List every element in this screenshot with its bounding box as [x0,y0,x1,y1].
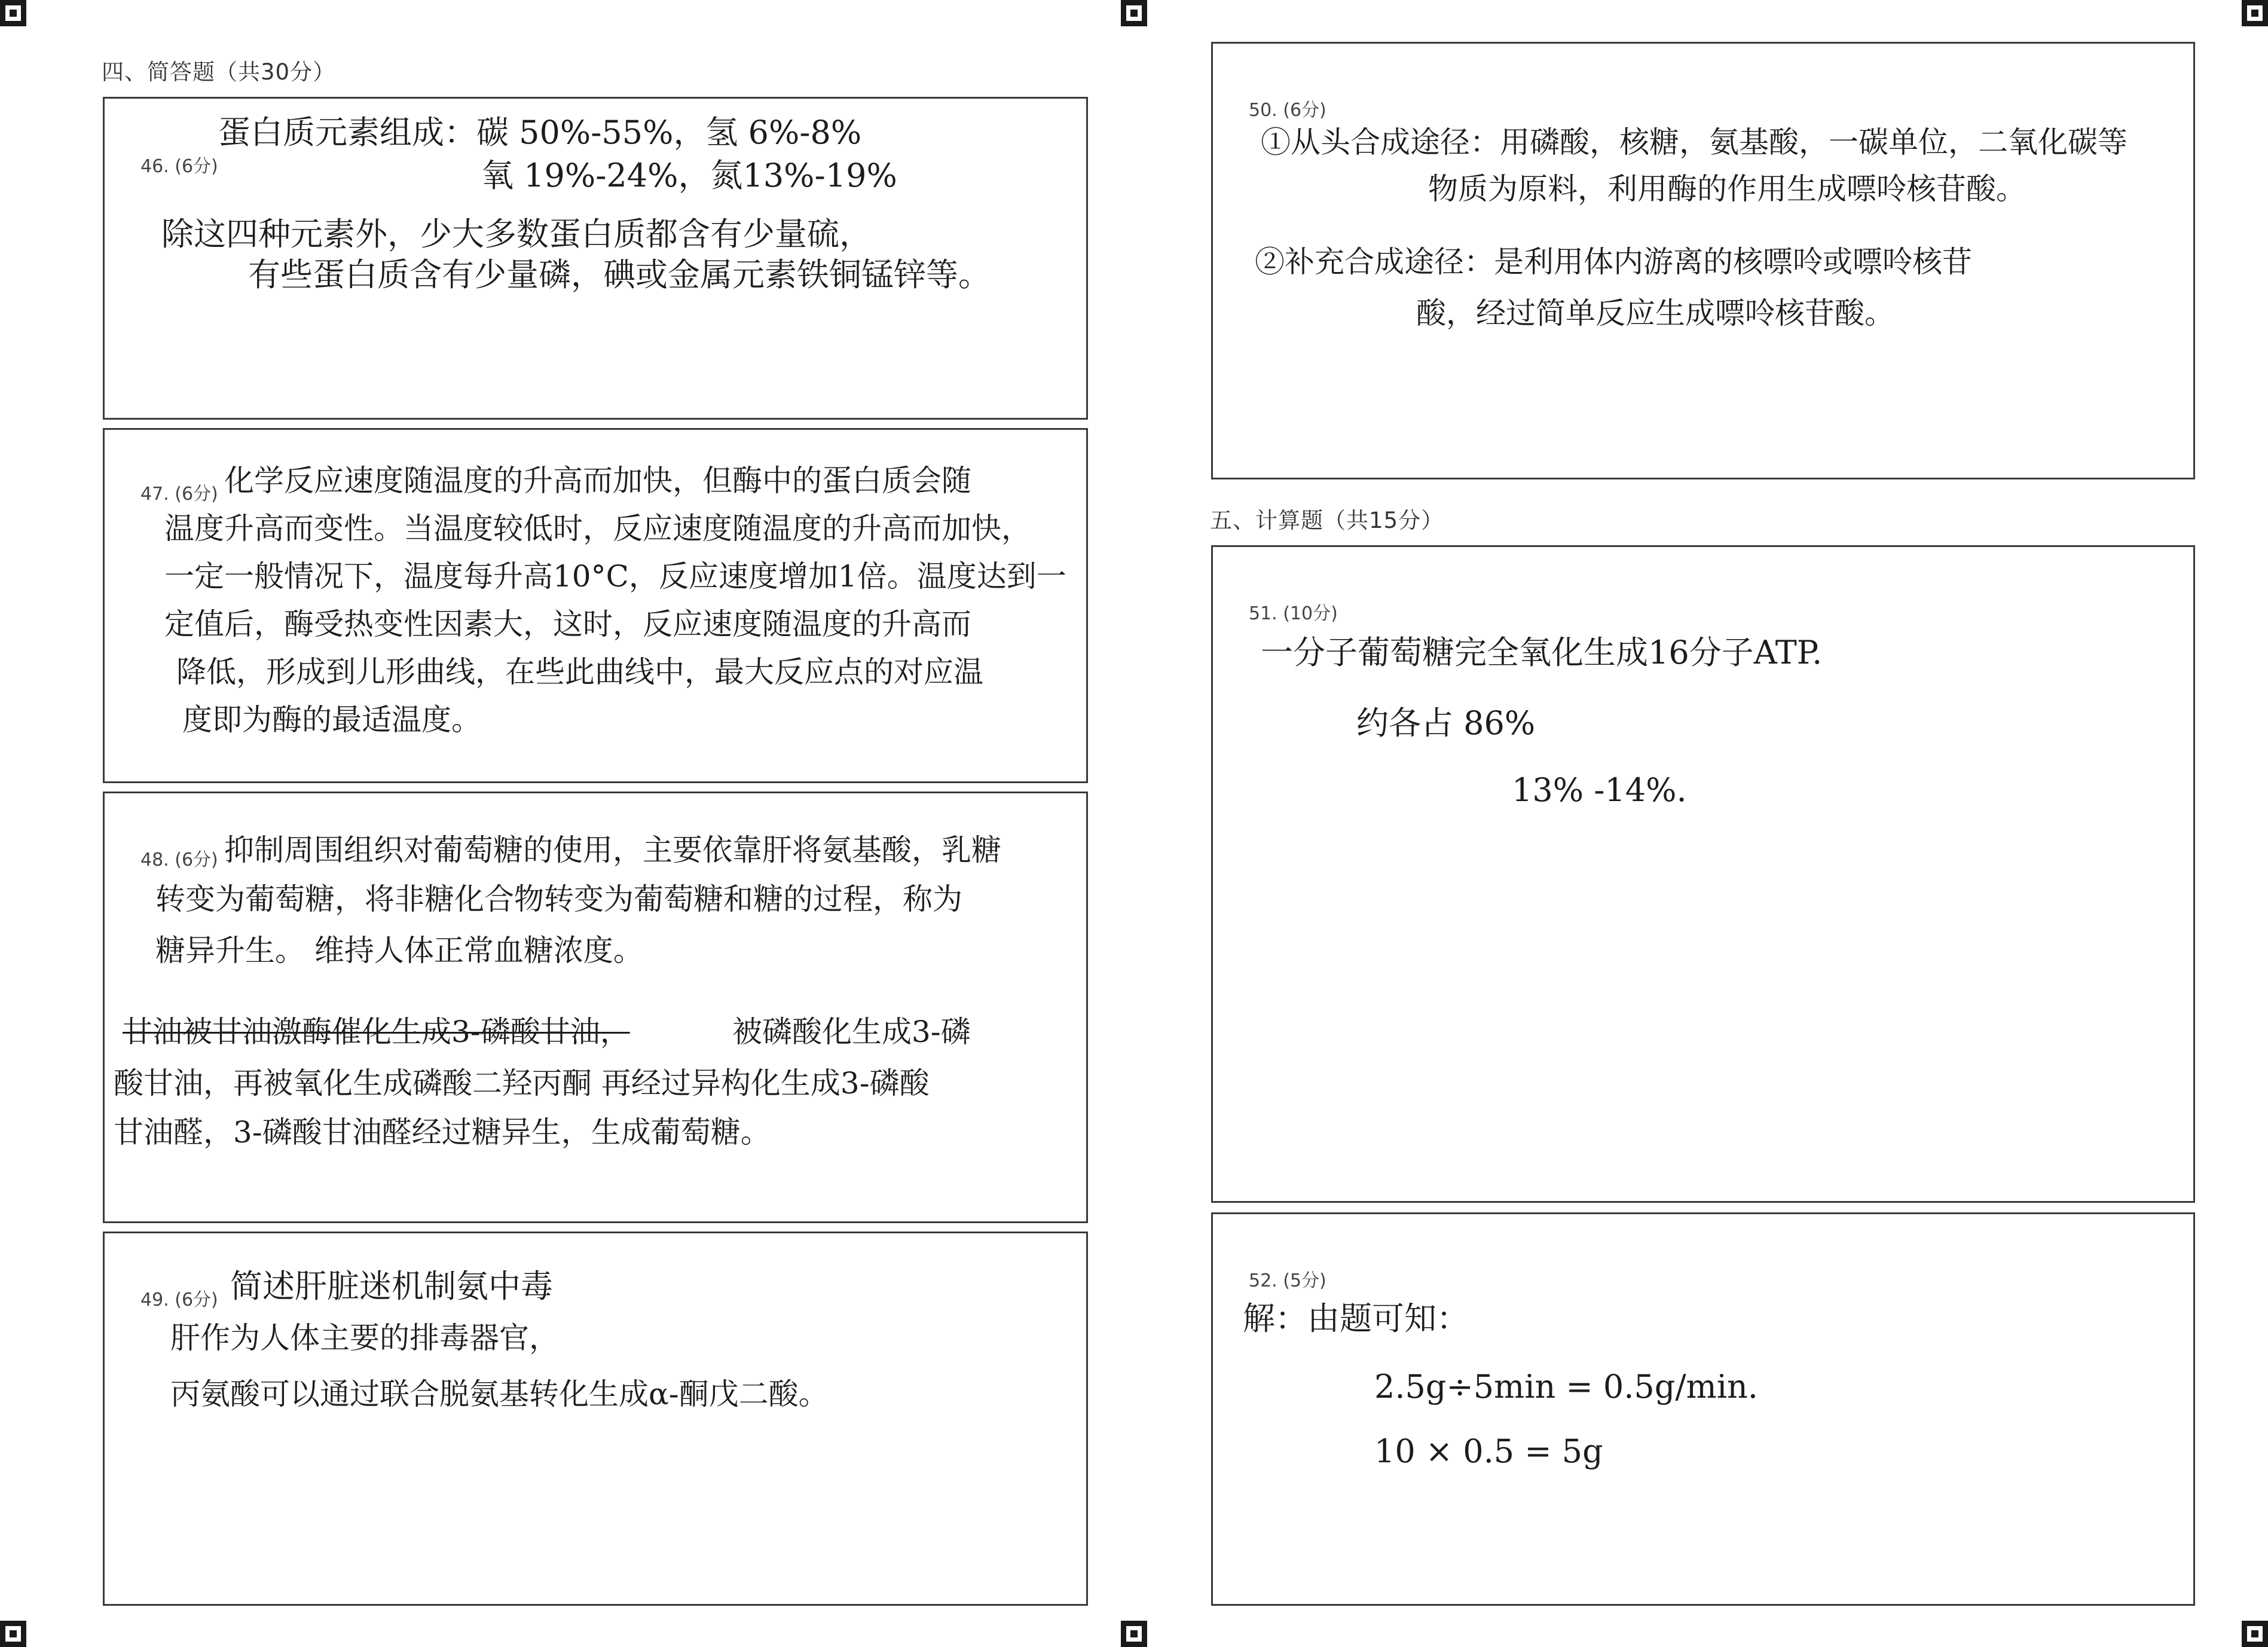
answer-box-52 [1211,1212,2195,1606]
answer-box-49 [103,1232,1088,1606]
question-label-49: 49. (6分) [140,1290,218,1310]
struck-out-text: 甘油被甘油激酶催化生成3-磷酸甘油， [123,1015,630,1049]
question-label-52: 52. (5分) [1249,1270,1326,1291]
question-label-51: 51. (10分) [1249,603,1338,624]
question-label-46: 46. (6分) [140,156,218,177]
answer-line: 定值后，酶受热变性因素大，这时，反应速度随温度的升高而 [164,607,971,641]
answer-line: 度即为酶的最适温度。 [182,702,481,737]
registration-marker-top-right [2242,0,2268,26]
answer-line: 温度升高而变性。当温度较低时，反应速度随温度的升高而加快， [164,511,1031,546]
answer-box-48 [103,792,1088,1223]
answer-line: 10 × 0.5 = 5g [1374,1432,1603,1470]
answer-box-47 [103,428,1088,783]
answer-line: 有些蛋白质含有少量磷，碘或金属元素铁铜锰锌等。 [248,256,991,294]
answer-line: 降低，形成到儿形曲线，在些此曲线中，最大反应点的对应温 [176,655,983,689]
answer-line: 简述肝脏迷机制氨中毒 [230,1267,553,1305]
answer-line: 化学反应速度随温度的升高而加快，但酶中的蛋白质会随 [224,463,971,498]
answer-box-50 [1211,42,2195,479]
answer-box-51 [1211,545,2195,1203]
answer-line: 一定一般情况下，温度每升高10°C，反应速度增加1倍。温度达到一 [164,559,1066,594]
registration-marker-top-left [0,0,26,26]
answer-line: 蛋白质元素组成：碳 50%-55%，氢 6%-8% [218,114,862,151]
registration-marker-bottom-left [0,1621,26,1647]
registration-marker-top-center [1121,0,1147,26]
answer-line: 除这四种元素外，少大多数蛋白质都含有少量硫， [161,215,872,253]
answer-line: 解：由题可知： [1243,1300,1469,1337]
answer-line: 被磷酸化生成3-磷 [732,1015,971,1049]
answer-line: 糖异升生。 维持人体正常血糖浓度。 [155,933,643,968]
answer-line: 2.5g÷5min = 0.5g/min. [1374,1368,1758,1405]
answer-line: 甘油醛，3-磷酸甘油醛经过糖异生，生成葡萄糖。 [114,1115,771,1150]
answer-line: 13% -14%. [1512,771,1687,809]
question-label-48: 48. (6分) [140,850,218,870]
answer-line: 一分子葡萄糖完全氧化生成16分子ATP. [1261,634,1823,671]
registration-marker-bottom-center [1121,1621,1147,1647]
answer-line: ①从头合成途径：用磷酸，核糖，氨基酸，一碳单位，二氧化碳等 [1261,125,2128,160]
answer-line: 转变为葡萄糖，将非糖化合物转变为葡萄糖和糖的过程，称为 [155,882,962,916]
answer-line: 抑制周围组织对葡萄糖的使用，主要依靠肝将氨基酸，乳糖 [224,833,1001,867]
answer-line: 丙氨酸可以通过联合脱氨基转化生成α-酮戊二酸。 [170,1377,829,1411]
answer-line: ②补充合成途径：是利用体内游离的核嘌呤或嘌呤核苷 [1255,245,1972,279]
answer-line: 酸甘油，再被氧化生成磷酸二羟丙酮 再经过异构化生成3-磷酸 [114,1066,930,1101]
question-label-50: 50. (6分) [1249,100,1326,121]
section-five-title: 五、计算题（共15分） [1210,508,1444,533]
answer-line: 物质为原料，利用酶的作用生成嘌呤核苷酸。 [1428,172,2026,206]
answer-line: 氧 19%-24%，氮13%-19% [481,157,897,194]
registration-marker-bottom-right [2242,1621,2268,1647]
answer-line: 约各占 86% [1356,704,1536,742]
answer-line: 酸，经过简单反应生成嘌呤核苷酸。 [1416,296,1894,331]
answer-line: 肝作为人体主要的排毒器官， [170,1321,559,1355]
question-label-47: 47. (6分) [140,484,218,505]
section-four-title: 四、简答题（共30分） [102,59,336,85]
answer-box-46 [103,97,1088,420]
